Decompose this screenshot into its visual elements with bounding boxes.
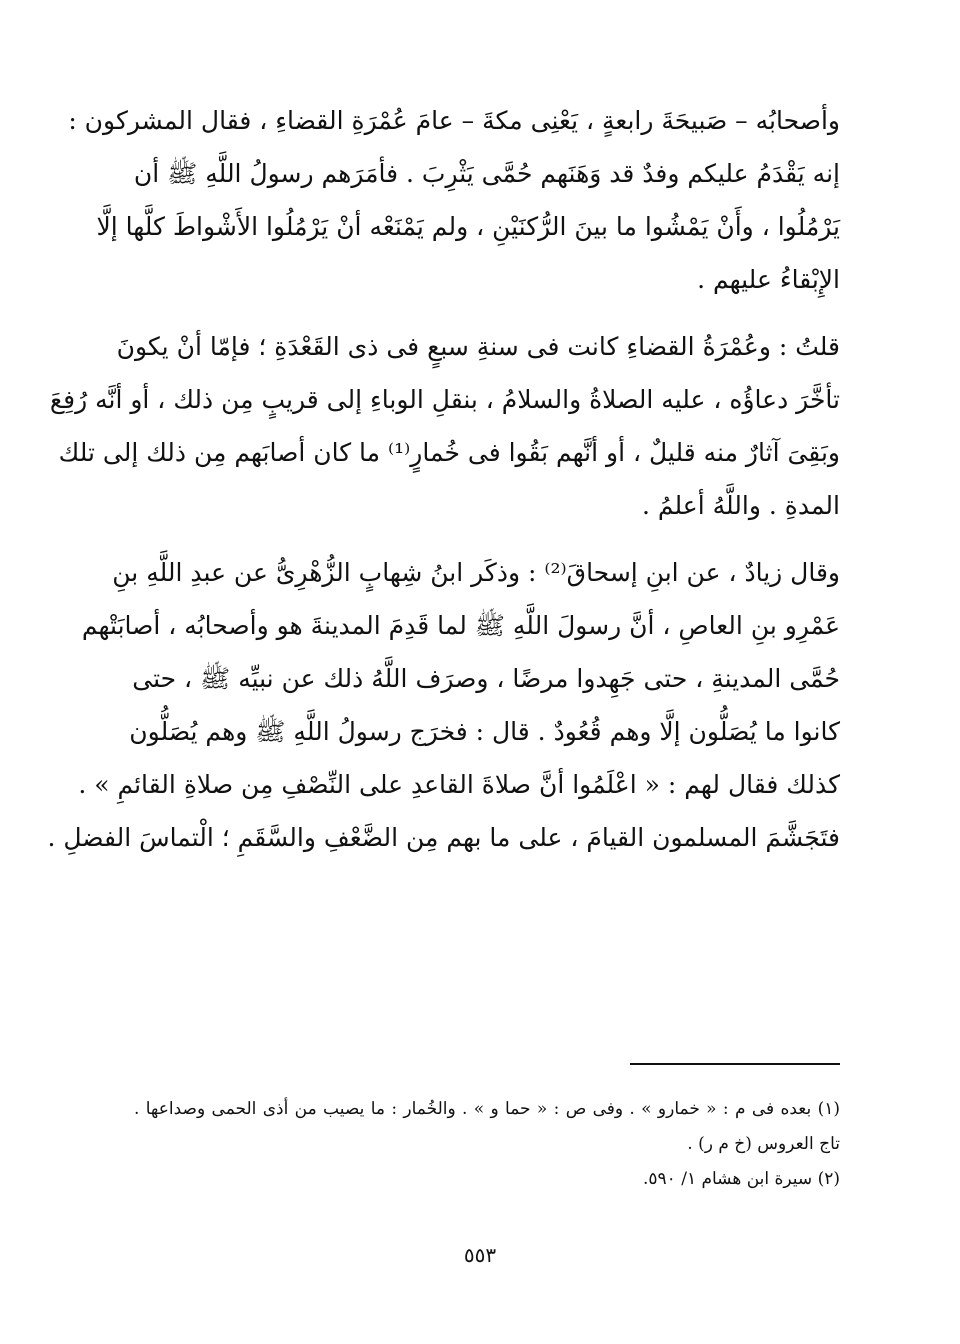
footnote-line: (٢) سيرة ابن هشام ١/ ٥٩٠. [642,1169,840,1189]
text-line: يَرْمُلُوا ، وأَنْ يَمْشُوا ما بينَ الرُّكنَيْنِ ، ولم يَمْنَعْه أنْ يَرْمُلُوا الأَشْواطَ كلَّها إلَّا [96,212,840,241]
paragraph-3 [47,546,840,864]
text-line: فتَجَشَّمَ المسلمون القيامَ ، على ما بهم مِن الضَّعْفِ والسَّقَمِ ؛ الْتماسَ الفضلِ . [47,823,840,852]
footnotes [134,1092,840,1197]
text-line: حُمَّى المدينةِ ، حتى جَهِدوا مرضًا ، وصرَف اللَّهُ ذلك عن نبيِّه ﷺ ، حتى [132,664,840,693]
text-line: الإِبْقاءُ عليهم . [697,265,840,294]
main-text [47,94,840,878]
page-number: ٥٥٣ [463,1243,497,1267]
paragraph-1 [68,94,840,306]
footnote-line: (١) بعده فى م : « خمارو » . وفى ص : « حما و » . والخُمار : ما يصيب من أذى الحمى وصداعها . [134,1099,840,1119]
text-line: كذلك فقال لهم : « اعْلَمُوا أنَّ صلاةَ القاعدِ على النِّصْفِ مِن صلاةِ القائمِ » . [78,770,840,799]
footnote-separator [630,1063,840,1065]
text-line: قلتُ : وعُمْرَةُ القضاءِ كانت فى سنةِ سبعٍ فى ذى القَعْدَةِ ؛ فإمّا أنْ يكونَ [116,332,840,361]
text-line: تأخَّرَ دعاؤُه ، عليه الصلاةُ والسلامُ ، بنقلِ الوباءِ إلى قريبٍ مِن ذلك ، أو أنَّه رُفِعَ [49,385,840,414]
text-line: وقال زيادٌ ، عن ابنِ إسحاقَ⁽²⁾ : وذكَر ابنُ شِهابٍ الزُّهْرِىُّ عن عبدِ اللَّهِ بنِ [112,558,840,587]
paragraph-2 [49,320,840,532]
text-line: المدةِ . واللَّهُ أعلمُ . [641,491,840,520]
text-line: كانوا ما يُصَلُّون إلَّا وهم قُعُودٌ . قال : فخرَج رسولُ اللَّهِ ﷺ وهم يُصَلُّون [129,717,840,746]
text-line: وأصحابُه – صَبيحَةَ رابعةٍ ، يَعْنِى مكةَ – عامَ عُمْرَةِ القضاءِ ، فقال المشركون : [68,106,840,135]
text-line: إنه يَقْدَمُ عليكم وفدٌ قد وَهَنَهم حُمَّى يَثْرِبَ . فأمَرَهم رسولُ اللَّهِ ﷺ أن [133,159,840,188]
footnote-line: تاج العروس (خ م ر) . [687,1134,840,1154]
text-line: وبَقِىَ آثارٌ منه قليلٌ ، أو أنَّهم بَقُوا فى خُمارٍ⁽¹⁾ ما كان أصابَهم مِن ذلك إلى تلك [58,438,840,467]
text-line: عَمْرِو بنِ العاصِ ، أنَّ رسولَ اللَّهِ ﷺ لما قَدِمَ المدينةَ هو وأصحابُه ، أصابَتْهم [81,611,840,640]
